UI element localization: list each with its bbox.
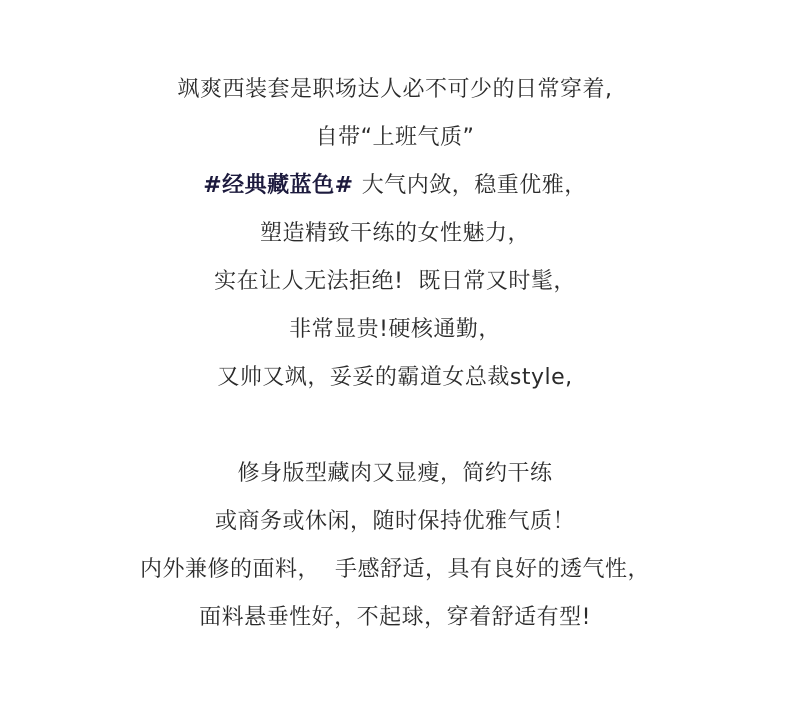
text-line: 非常显贵!硬核通勤， — [289, 317, 501, 342]
text-span: 大气内敛，稳重优雅， — [361, 173, 587, 198]
text-line: 或商务或休闲，随时保持优雅气质！ — [214, 509, 575, 534]
text-line: 又帅又飒，妥妥的霸道女总裁style, — [217, 365, 573, 390]
text-line: 实在让人无法拒绝! 既日常又时髦， — [214, 269, 576, 294]
text-line: 塑造精致干练的女性魅力， — [259, 221, 530, 246]
text-line: 自带“上班气质” — [315, 125, 475, 150]
text-line-hashtag — [0, 171, 790, 201]
text-line: 飒爽西装套是职场达人必不可少的日常穿着, — [177, 77, 613, 102]
text-line: 面料悬垂性好，不起球，穿着舒适有型! — [199, 605, 591, 630]
text-line: 内外兼修的面料， 手感舒适，具有良好的透气性， — [140, 557, 650, 582]
text-line: 修身版型藏肉又显瘦，简约干练 — [237, 461, 553, 486]
hashtag: #经典藏蓝色# — [203, 173, 362, 198]
